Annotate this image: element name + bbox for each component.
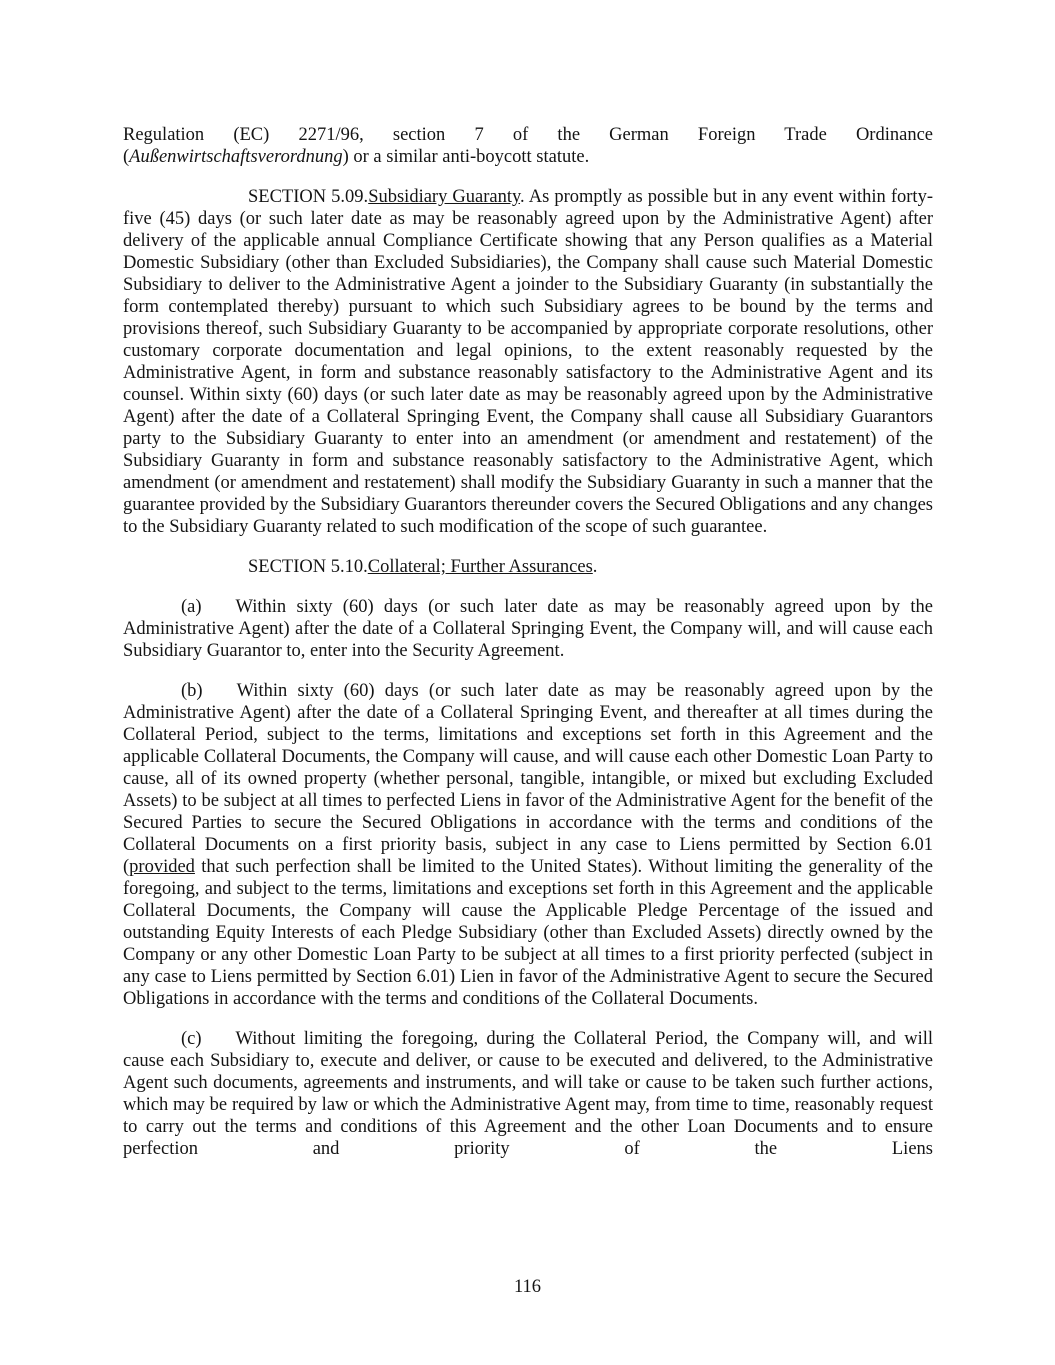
text-run: ( (123, 147, 130, 167)
paragraph-c-label: (c) (181, 1029, 202, 1049)
section-5-09-label: SECTION 5.09. (248, 187, 369, 207)
paragraph-c-body: Without limiting the foregoing, during the Collateral Period, the Company will, and will cause each Subsidiary to, execute and deliver, or cause to be executed and delivered, to the Administrative Agent such documents, agreements and instruments, and will take or cause to be taken such further actions, which may be required by law or which the Administrative Agent may, from time to time, reasonably request to carry out the terms and conditions of this Agreement and the other Loan Documents and to ensure perfection and priority of the Liens (123, 1029, 933, 1159)
paragraph-section-5-10 (123, 556, 933, 578)
paragraph-a-body: Within sixty (60) days (or such later date as may be reasonably agreed upon by the Administrative Agent) after the date of a Collateral Springing Event, the Company will, and will cause each Subsidiary Guarantor to, enter into the Security Agreement. (123, 597, 933, 661)
paragraph-a-label: (a) (181, 597, 202, 617)
regulation-line-1 (123, 124, 933, 146)
section-5-10-label: SECTION 5.10. (248, 557, 368, 577)
paragraph-b-body-2: that such perfection shall be limited to the United States). Without limiting the generality of the foregoing, and subject to the terms, limitations and exceptions set forth in this Agreement and the applicable Collateral Documents, the Company will cause the Applicable Pledge Percentage of the issued and outstanding Equity Interests of each Pledge Subsidiary (other than Excluded Assets) directly owned by the Company or any other Domestic Loan Party to be subject at all times to a first priority perfected (subject in any case to Liens permitted by Section 6.01) Lien in favor of the Administrative Agent to secure the Secured Obligations in accordance with the terms and conditions of the Collateral Documents. (123, 857, 933, 1009)
paragraph-b-label: (b) (181, 681, 203, 701)
paragraph-a (123, 596, 933, 662)
text-run: ) or a similar anti-boycott statute. (342, 147, 590, 167)
paragraph-b-body-1: Within sixty (60) days (or such later date as may be reasonably agreed upon by the Administrative Agent) after the date of a Collateral Springing Event, and thereafter at all times during the Collateral Period, subject to the terms, limitations and exceptions set forth in this Agreement and the applicable Collateral Documents, the Company will cause, and will cause each other Domestic Loan Party to cause, all of its owned property (whether personal, tangible, intangible, or mixed but excluding Excluded Assets) to be subject at all times to perfected Liens in favor of the Administrative Agent for the benefit of the Secured Parties to secure the Secured Obligations in accordance with the terms and conditions of the Collateral Documents on a first priority basis, subject in any case to Liens permitted by Section 6.01 ( (123, 681, 933, 877)
section-5-10-title: Collateral; Further Assurances (367, 557, 593, 577)
paragraph-b (123, 680, 933, 1010)
regulation-line-2 (123, 146, 933, 168)
paragraph-section-5-09 (123, 186, 933, 538)
italic-german-term: Außenwirtschaftsverordnung (129, 147, 343, 167)
paragraph-c (123, 1028, 933, 1160)
text-run: Regulation (EC) 2271/96, section 7 of the German Foreign Trade Ordinance (123, 125, 933, 145)
page-number: 116 (513, 1277, 542, 1297)
paragraph-regulation (123, 124, 933, 168)
underlined-provided-term: provided (129, 857, 195, 877)
document-body (123, 124, 933, 1178)
section-5-09-title: Subsidiary Guaranty (368, 187, 521, 207)
section-5-09-body: . As promptly as possible but in any event within forty-five (45) days (or such later date as may be reasonably agreed upon by the Administrative Agent) after delivery of the applicable annual Compliance Certificate showing that any Person qualifies as a Material Domestic Subsidiary (other than Excluded Subsidiaries), the Company shall cause such Material Domestic Subsidiary to deliver to the Administrative Agent a joinder to the Subsidiary Guaranty (in substantially the form contemplated thereby) pursuant to which such Subsidiary agrees to be bound by the terms and provisions thereof, such Subsidiary Guaranty to be accompanied by appropriate corporate resolutions, other customary corporate documentation and legal opinions, to the extent reasonably requested by the Administrative Agent, in form and substance reasonably satisfactory to the Administrative Agent and its counsel. Within sixty (60) days (or such later date as may be reasonably agreed upon by the Administrative Agent) after the date of a Collateral Springing Event, the Company shall cause all Subsidiary Guarantors party to the Subsidiary Guaranty to enter into an amendment (or amendment and restatement) of the Subsidiary Guaranty in form and substance reasonably satisfactory to the Administrative Agent, which amendment (or amendment and restatement) shall modify the Subsidiary Guaranty in such a manner that the guarantee provided by the Subsidiary Guarantors thereunder covers the Secured Obligations and any changes to the Subsidiary Guaranty related to such modification of the scope of such guarantee. (123, 187, 933, 537)
section-5-10-body: . (592, 557, 598, 577)
